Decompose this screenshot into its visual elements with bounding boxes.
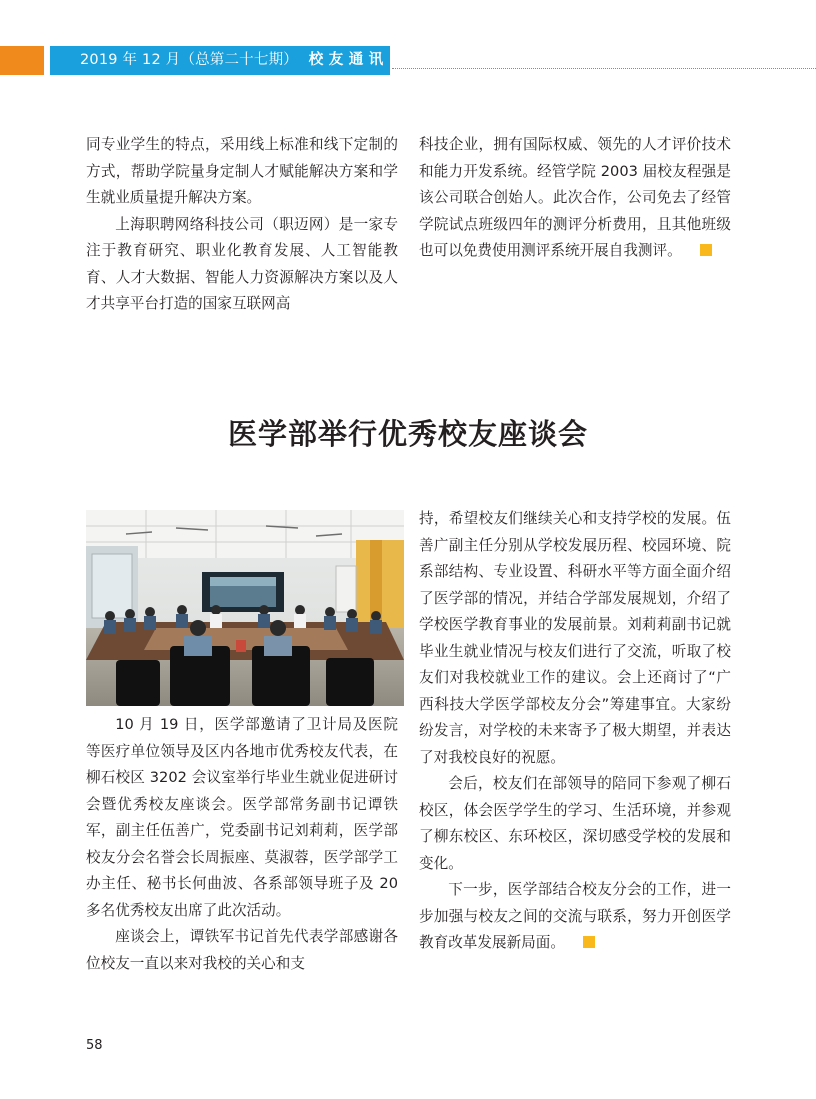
- top-left-column: [86, 132, 398, 318]
- header-orange-block: [0, 46, 44, 75]
- paragraph-text: 科技企业，拥有国际权威、领先的人才评价技术和能力开发系统。经管学院 2003 届校友程强是该公司联合创始人。此次合作，公司免去了经管学院试点班级四年的测评分析费用，且其他班级也可以免费使用测评系统开展自我测评。: [419, 136, 731, 259]
- paragraph: [419, 877, 731, 957]
- top-right-column: [419, 132, 731, 265]
- end-mark-icon: [700, 244, 712, 256]
- header-issue: 2019 年 12 月（总第二十七期）: [80, 52, 298, 68]
- header-banner: [50, 46, 390, 75]
- article-right-column: [419, 506, 731, 957]
- page-number: 58: [86, 1038, 103, 1053]
- paragraph: 会后，校友们在部领导的陪同下参观了柳石校区，体会医学学生的学习、生活环境，并参观了柳东校区、东环校区，深切感受学校的发展和变化。: [419, 775, 731, 872]
- paragraph: 座谈会上，谭铁军书记首先代表学部感谢各位校友一直以来对我校的关心和支: [86, 928, 398, 972]
- paragraph-text: 下一步，医学部结合校友分会的工作，进一步加强与校友之间的交流与联系，努力开创医学教育改革发展新局面。: [419, 881, 731, 951]
- paragraph: [419, 132, 731, 265]
- paragraph: 同专业学生的特点，采用线上标准和线下定制的方式，帮助学院量身定制人才赋能解决方案和学生就业质量提升解决方案。: [86, 136, 398, 206]
- header-section: 校 友 通 讯: [308, 52, 384, 68]
- header-dotted-rule: [392, 68, 816, 69]
- paragraph: 10 月 19 日，医学部邀请了卫计局及医院等医疗单位领导及区内各地市优秀校友代表，在柳石校区 3202 会议室举行毕业生就业促进研讨会暨优秀校友座谈会。医学部常务副书记谭铁军，副主任伍善广，党委副书记刘莉莉，医学部校友分会名誉会长周振座、莫淑蓉，医学部学工办主任、秘书长何曲波、各系部领导班子及 20 多名优秀校友出席了此次活动。: [86, 716, 398, 919]
- article-title: 医学部举行优秀校友座谈会: [227, 417, 588, 451]
- paragraph: 持，希望校友们继续关心和支持学校的发展。伍善广副主任分别从学校发展历程、校园环境、院系部结构、专业设置、科研水平等方面全面介绍了医学部的情况，并结合学部发展规划，介绍了学校医学教育事业的发展前景。刘莉莉副书记就毕业生就业情况与校友们进行了交流，听取了校友们对我校就业工作的建议。会上还商讨了“广西科技大学医学部校友分会”筹建事宜。大家纷纷发言，对学校的未来寄予了极大期望，并表达了对我校良好的祝愿。: [419, 510, 731, 766]
- end-mark-icon: [583, 936, 595, 948]
- article-left-column: [86, 712, 398, 977]
- paragraph: 上海职聘网络科技公司（职迈网）是一家专注于教育研究、职业化教育发展、人工智能教育、人才大数据、智能人力资源解决方案以及人才共享平台打造的国家互联网高: [86, 215, 398, 312]
- meeting-photo: [86, 510, 404, 706]
